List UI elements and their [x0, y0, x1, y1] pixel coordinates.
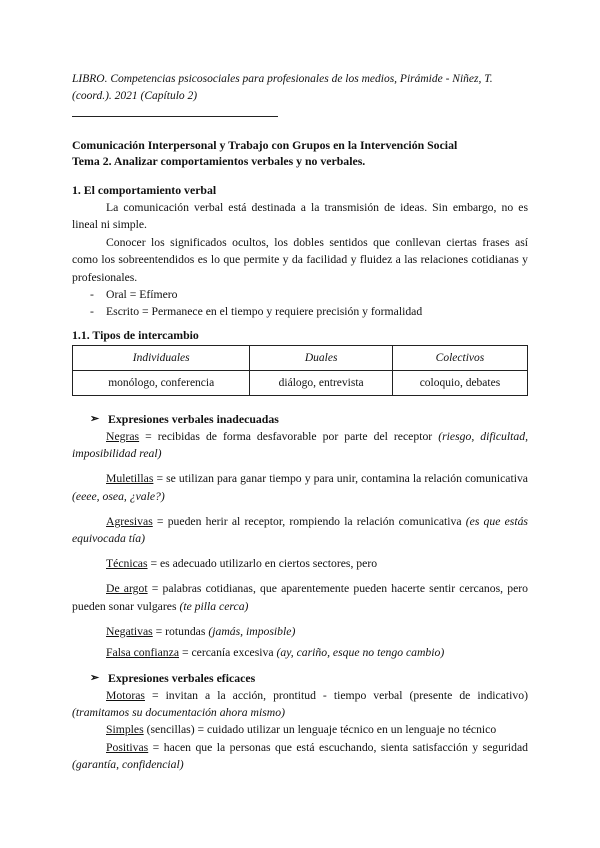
item-example: (riesgo, dificultad, imposibilidad real) — [72, 430, 528, 461]
list-item — [72, 739, 528, 773]
section-1-1-heading: 1.1. Tipos de intercambio — [72, 328, 199, 342]
bullet-escrito: - Escrito = Permanece en el tiempo y requiere precisión y formalidad — [72, 303, 528, 320]
bullet-oral: - Oral = Efímero — [72, 286, 528, 303]
item-term: Falsa confianza — [106, 646, 180, 660]
item-desc: = invitan a la acción, prontitud - tiempo verbal (presente de indicativo) — [144, 689, 528, 702]
table-header-row — [73, 346, 528, 371]
item-term: Muletillas — [106, 472, 154, 486]
item-term: De argot — [106, 582, 148, 596]
list-item — [72, 580, 528, 614]
inadecuadas-title-row — [72, 411, 528, 428]
item-desc: = recibidas de forma desfavorable por parte del receptor — [139, 430, 439, 443]
item-term: Técnicas — [106, 557, 148, 571]
list-item — [72, 555, 528, 572]
item-term: Motoras — [106, 689, 145, 702]
list-item — [72, 428, 528, 462]
item-term: Agresivas — [106, 514, 153, 528]
eficaces-title: Expresiones verbales eficaces — [108, 671, 256, 685]
list-item — [72, 513, 528, 547]
arrow-bullet-icon: ➢ — [90, 413, 100, 425]
section-1-para-2: Conocer los significados ocultos, los dobles sentidos que conllevan ciertas frases así como los sobreentendidos es lo que permite y da facilidad y fluidez a las relaciones cotidianas y profesionales. — [72, 235, 528, 284]
document-titles — [72, 137, 528, 169]
item-desc: (sencillas) = cuidado utilizar un lenguaje técnico en un lenguaje no técnico — [143, 723, 497, 737]
table-header-cell: Individuales — [73, 346, 250, 371]
item-example: (tramitamos su documentación ahora mismo) — [72, 706, 285, 720]
item-example: (ay, cariño, esque no tengo cambio) — [276, 646, 445, 660]
item-desc: = es adecuado utilizarlo en ciertos sectores, pero — [147, 557, 378, 571]
list-item — [72, 623, 528, 640]
list-item — [72, 687, 528, 721]
item-desc: = palabras cotidianas, que aparentemente pueden hacerte sentir cercanos, pero pueden sonar vulgares — [72, 582, 528, 613]
list-item — [72, 644, 528, 661]
item-desc: = cercanía excesiva — [179, 646, 277, 660]
item-desc: = pueden herir al receptor, rompiendo la relación comunicativa — [152, 514, 466, 528]
item-desc: = rotundas — [152, 624, 209, 638]
inadecuadas-title: Expresiones verbales inadecuadas — [108, 412, 279, 426]
main-title: Comunicación Interpersonal y Trabajo con Grupos en la Intervención Social — [72, 138, 458, 152]
table-cell: diálogo, entrevista — [250, 371, 392, 396]
item-example: (eeee, osea, ¿vale?) — [72, 489, 165, 503]
item-term: Negativas — [106, 624, 153, 638]
section-1-body — [72, 199, 528, 321]
list-item — [72, 470, 528, 504]
tema-title: Tema 2. Analizar comportamientos verbales y no verbales. — [72, 154, 366, 168]
list-item — [72, 721, 528, 738]
table-row — [73, 371, 528, 396]
item-example: (te pilla cerca) — [179, 599, 249, 613]
inadecuadas-section — [72, 411, 528, 661]
item-example: (jamás, imposible) — [208, 624, 296, 638]
book-citation — [72, 71, 528, 105]
citation-divider — [72, 116, 278, 117]
table-cell: coloquio, debates — [392, 371, 527, 396]
exchange-types-table — [72, 345, 528, 396]
item-term: Simples — [106, 723, 144, 737]
item-desc: = hacen que la personas que está escuchando, sienta satisfacción y seguridad — [148, 740, 528, 754]
citation-line-1: LIBRO. Competencias psicosociales para profesionales de los medios, Pirámide - Niñez, T. — [72, 73, 493, 85]
item-desc: = se utilizan para ganar tiempo y para unir, contamina la relación comunicativa — [153, 472, 528, 486]
item-term: Negras — [106, 430, 140, 443]
table-header-cell: Colectivos — [392, 346, 527, 371]
item-example: (garantía, confidencial) — [72, 757, 184, 771]
eficaces-section — [72, 670, 528, 773]
section-1-heading: 1. El comportamiento verbal — [72, 183, 217, 197]
item-term: Positivas — [106, 740, 149, 754]
table-header-cell: Duales — [250, 346, 392, 371]
eficaces-title-row — [72, 670, 528, 687]
table-cell: monólogo, conferencia — [73, 371, 250, 396]
citation-line-2: (coord.). 2021 (Capítulo 2) — [72, 90, 198, 102]
section-1-para-1: La comunicación verbal está destinada a la transmisión de ideas. Sin embargo, no es lineal ni simple. — [72, 201, 528, 232]
item-example: (es que estás equivocada tía) — [72, 514, 528, 546]
arrow-bullet-icon: ➢ — [90, 672, 100, 684]
